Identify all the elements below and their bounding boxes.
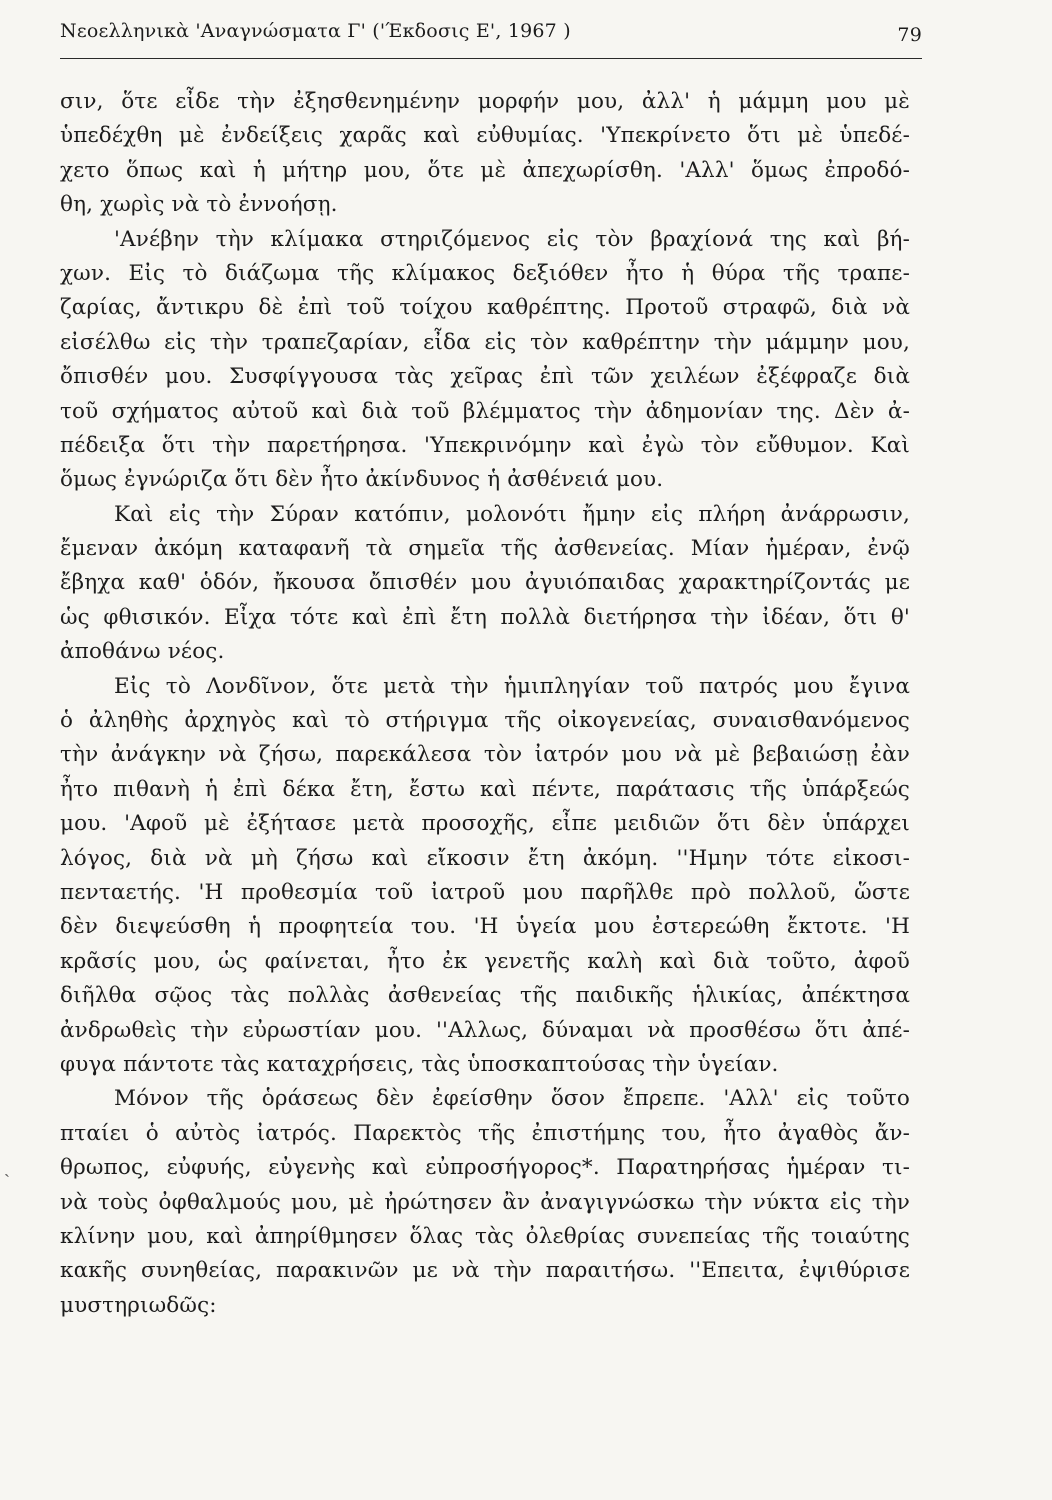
text-line: τοῦ σχήματος αὐτοῦ καὶ διὰ τοῦ βλέμματος τὴν ἀδημονίαν της. Δὲν ἀ- [60, 398, 910, 424]
text-line: λόγος, διὰ νὰ μὴ ζήσω καὶ εἴκοσιν ἔτη ἀκόμη. ''Ημην τότε εἰκοσι- [60, 845, 910, 871]
text-line: ὡς φθισικόν. Εἶχα τότε καὶ ἐπὶ ἔτη πολλὰ διετήρησα τὴν ἰδέαν, ὅτι θ' [60, 604, 910, 630]
text-line: κλίνην μου, καὶ ἀπηρίθμησεν ὅλας τὰς ὀλεθρίας συνεπείας τῆς τοιαύτης [60, 1223, 910, 1249]
text-line: ἔμεναν ἀκόμη καταφανῆ τὰ σημεῖα τῆς ἀσθενείας. Μίαν ἡμέραν, ἐνῷ [60, 536, 910, 562]
text-line: Εἰς τὸ Λονδῖνον, ὅτε μετὰ τὴν ἡμιπληγίαν τοῦ πατρός μου ἔγινα [114, 673, 910, 699]
text-line: ὑπεδέχθη μὲ ἐνδείξεις χαρᾶς καὶ εὐθυμίας. 'Υπεκρίνετο ὅτι μὲ ὑπεδέ- [60, 123, 910, 149]
text-line: Καὶ εἰς τὴν Σύραν κατόπιν, μολονότι ἤμην εἰς πλήρη ἀνάρρωσιν, [114, 501, 910, 527]
text-line: νὰ τοὺς ὀφθαλμούς μου, μὲ ἠρώτησεν ἂν ἀναγιγνώσκω τὴν νύκτα εἰς τὴν [60, 1189, 910, 1215]
text-line: δὲν διεψεύσθη ἡ προφητεία του. 'Η ὑγεία μου ἐστερεώθη ἔκτοτε. 'Η [60, 914, 910, 940]
text-line: ὁ ἀληθὴς ἀρχηγὸς καὶ τὸ στήριγμα τῆς οἰκογενείας, συναισθανόμενος [60, 708, 910, 734]
text-line: ἀποθάνω νέος. [60, 639, 225, 665]
text-line: ἔβηχα καθ' ὁδόν, ἤκουσα ὄπισθέν μου ἀγυιόπαιδας χαρακτηρίζοντάς με [60, 570, 910, 596]
running-head [60, 16, 922, 46]
text-line: ζαρίας, ἄντικρυ δὲ ἐπὶ τοῦ τοίχου καθρέπτης. Προτοῦ στραφῶ, διὰ νὰ [60, 295, 910, 321]
text-line: εἰσέλθω εἰς τὴν τραπεζαρίαν, εἶδα εἰς τὸν καθρέπτην τὴν μάμμην μου, [60, 329, 910, 355]
text-line: κρᾶσίς μου, ὡς φαίνεται, ἦτο ἐκ γενετῆς καλὴ καὶ διὰ τοῦτο, ἀφοῦ [60, 948, 910, 974]
text-line: ἦτο πιθανὴ ἡ ἐπὶ δέκα ἔτη, ἔστω καὶ πέντε, παράτασις τῆς ὑπάρξεώς [60, 776, 910, 802]
text-line: φυγα πάντοτε τὰς καταχρήσεις, τὰς ὑποσκαπτούσας τὴν ὑγείαν. [60, 1051, 779, 1077]
text-line: ὅμως ἐγνώριζα ὅτι δὲν ἦτο ἀκίνδυνος ἡ ἀσθένειά μου. [60, 467, 664, 493]
text-line: πέδειξα ὅτι τὴν παρετήρησα. 'Υπεκρινόμην καὶ ἐγὼ τὸν εὔθυμον. Καὶ [60, 432, 910, 458]
text-line: πταίει ὁ αὐτὸς ἰατρός. Παρεκτὸς τῆς ἐπιστήμης του, ἦτο ἀγαθὸς ἄν- [60, 1120, 910, 1146]
text-line: 'Ανέβην τὴν κλίμακα στηριζόμενος εἰς τὸν βραχίονά της καὶ βή- [114, 226, 910, 252]
body-text [60, 85, 910, 1323]
text-line: κακῆς συνηθείας, παρακινῶν με νὰ τὴν παραιτήσω. ''Επειτα, ἐψιθύρισε [60, 1258, 910, 1284]
header-rule [60, 58, 922, 59]
text-line: μου. 'Αφοῦ μὲ ἐξήτασε μετὰ προσοχῆς, εἶπε μειδιῶν ὅτι δὲν ὑπάρχει [60, 811, 910, 837]
text-line: Μόνον τῆς ὁράσεως δὲν ἐφείσθην ὅσον ἔπρεπε. 'Αλλ' εἰς τοῦτο [114, 1086, 910, 1112]
text-line: πενταετής. 'Η προθεσμία τοῦ ἰατροῦ μου παρῆλθε πρὸ πολλοῦ, ὥστε [60, 879, 910, 905]
text-line: τὴν ἀνάγκην νὰ ζήσω, παρεκάλεσα τὸν ἰατρόν μου νὰ μὲ βεβαιώσῃ ἐὰν [60, 742, 910, 768]
text-line: μυστηριωδῶς: [60, 1292, 217, 1318]
text-line: θρωπος, εὐφυής, εὐγενὴς καὶ εὐπροσήγορος*. Παρατηρήσας ἡμέραν τι- [60, 1155, 910, 1181]
text-line: διῆλθα σῷος τὰς πολλὰς ἀσθενείας τῆς παιδικῆς ἡλικίας, ἀπέκτησα [60, 983, 910, 1009]
text-line: χετο ὅπως καὶ ἡ μήτηρ μου, ὅτε μὲ ἀπεχωρίσθη. 'Αλλ' ὅμως ἐπροδό- [60, 157, 910, 183]
text-line: χων. Εἰς τὸ διάζωμα τῆς κλίμακος δεξιόθεν ἦτο ἡ θύρα τῆς τραπε- [60, 260, 910, 286]
text-line: ἀνδρωθεὶς τὴν εὐρωστίαν μου. ''Αλλως, δύναμαι νὰ προσθέσω ὅτι ἀπέ- [60, 1017, 910, 1043]
text-line: σιν, ὅτε εἶδε τὴν ἐξησθενημένην μορφήν μου, ἀλλ' ἡ μάμμη μου μὲ [60, 89, 910, 114]
margin-mark: ˎ [4, 1157, 10, 1178]
text-line: θη, χωρὶς νὰ τὸ ἐννοήσῃ. [60, 192, 338, 218]
text-line: ὄπισθέν μου. Συσφίγγουσα τὰς χεῖρας ἐπὶ τῶν χειλέων ἐξέφραζε διὰ [60, 364, 910, 390]
running-head-title: Νεοελληνικὰ 'Αναγνώσματα Γ' ('Έκδοσις Ε', 1967 ) [60, 20, 571, 42]
page-number: 79 [897, 24, 922, 46]
